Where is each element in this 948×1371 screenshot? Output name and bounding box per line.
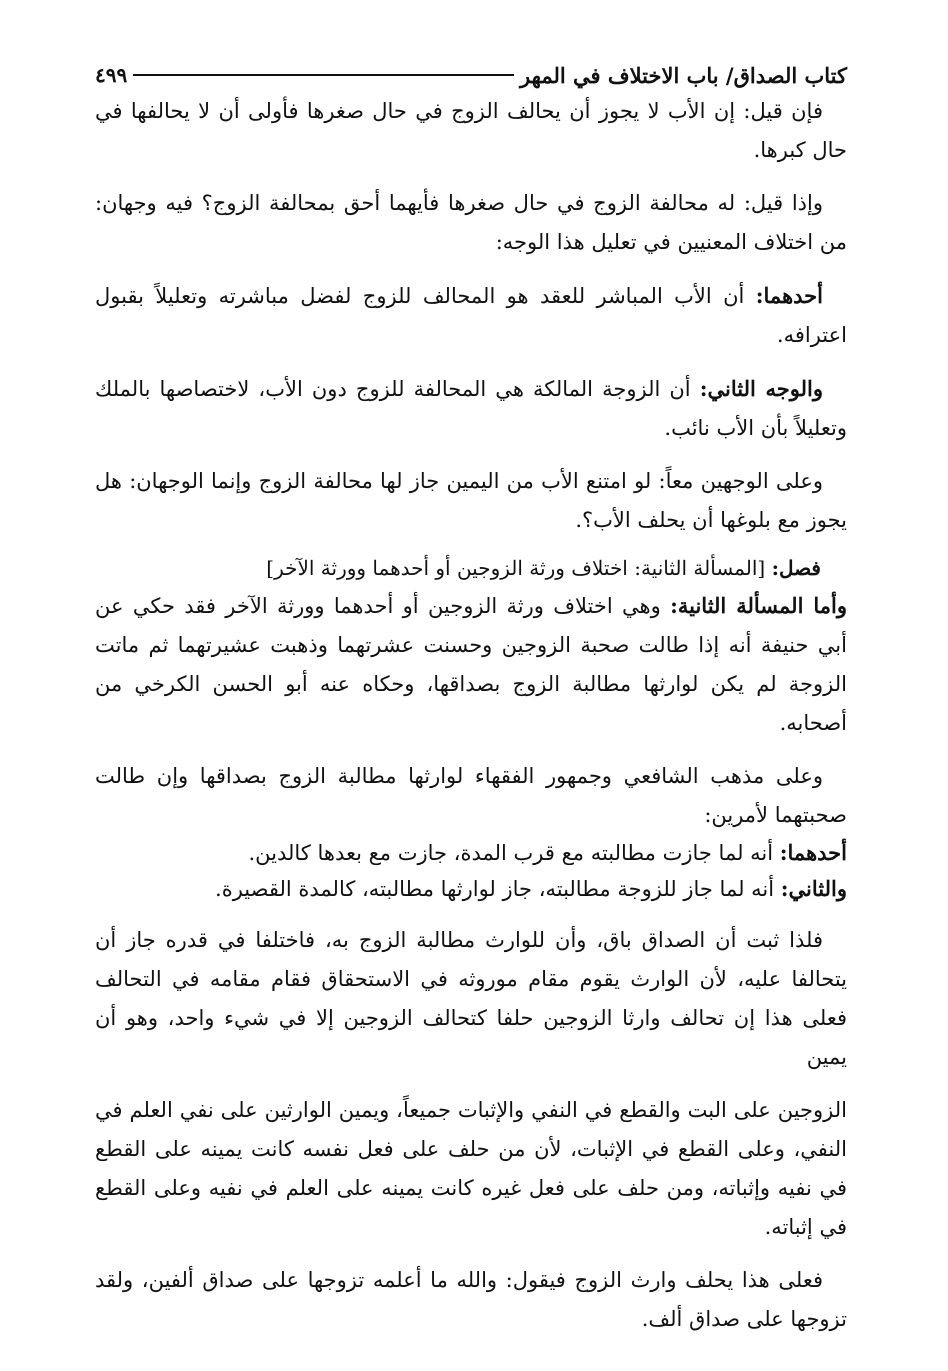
paragraph-2: وإذا قيل: له محالفة الزوج في حال صغرها فأيهما أحق بمحالفة الزوج؟ فيه وجهان: من اختلاف المعنيين في تعليل هذا الوجه: (95, 191, 847, 254)
paragraph-6 (95, 586, 847, 743)
paragraph-6-text: وهي اختلاف ورثة الزوجين أو أحدهما وورثة الآخر فقد حكي عن أبي حنيفة أنه إذا طالت صحبة الزوجين وحسنت عشرتهما وذهبت عشيرتهما ثم ماتت الزوجة لم يكن لوارثها مطالبة الزوج بصداقها، وحكاه عنه أبو الحسن الكرخي من أصحابه. (95, 594, 847, 735)
paragraph-4 (95, 369, 847, 448)
paragraph-7: وعلى مذهب الشافعي وجمهور الفقهاء لوارثها مطالبة الزوج بصداقها وإن طالت صحبتهما لأمرين: (95, 764, 847, 827)
paragraph-3 (95, 276, 847, 355)
paragraph-8: فلذا ثبت أن الصداق باق، وأن للوارث مطالبة الزوج به، فاختلفا في قدره جاز أن يتحالفا عليه، لأن الوارث يقوم مقام موروثه في الاستحقاق فقام مقامه في التحالف فعلى هذا إن تحالف وارثا الزوجين حلفا كتحالف الزوجين إلا في شيء واحد، وهو أن يمين (95, 928, 847, 1069)
document-page (95, 58, 847, 1339)
paragraph-6-lead: وأما المسألة الثانية: (670, 593, 847, 618)
page-number: ٤٩٩ (95, 63, 128, 87)
paragraph-3-lead: أحدهما: (755, 283, 823, 308)
header-rule (133, 74, 514, 76)
paragraph-4-text: أن الزوجة المالكة هي المحالفة للزوج دون الأب، لاختصاصها بالملك وتعليلاً بأن الأب نائب. (95, 377, 847, 440)
section-heading (95, 550, 847, 586)
paragraph-1: فإن قيل: إن الأب لا يجوز أن يحالف الزوج في حال صغرها فأولى أن لا يحالفها في حال كبرها. (95, 99, 847, 162)
paragraph-4-lead: والوجه الثاني: (699, 376, 824, 401)
paragraph-3-text: أن الأب المباشر للعقد هو المحالف للزوج لفضل مباشرته وتعليلاً بقبول اعترافه. (95, 284, 847, 347)
list-item-1-text: أنه لما جازت مطالبته مع قرب المدة، جازت مع بعدها كالدين. (248, 841, 780, 865)
list-item-2-lead: والثاني: (780, 876, 847, 901)
list-item-2-text: أنه لما جاز للزوجة مطالبته، جاز لوارثها مطالبته، كالمدة القصيرة. (215, 877, 781, 901)
header-title: كتاب الصداق/ باب الاختلاف في المهر (520, 62, 847, 88)
section-heading-lead: فصل: (771, 556, 821, 580)
running-header (95, 58, 847, 92)
section-heading-text: [المسألة الثانية: اختلاف ورثة الزوجين أو أحدهما وورثة الآخر] (266, 556, 772, 580)
list-item-1 (95, 835, 847, 871)
paragraph-10: فعلى هذا يحلف وارث الزوج فيقول: والله ما أعلمه تزوجها على صداق ألفين، ولقد تزوجها على صداق ألف. (95, 1268, 847, 1331)
paragraph-5: وعلى الوجهين معاً: لو امتنع الأب من اليمين جاز لها محالفة الزوج وإنما الوجهان: هل يجوز مع بلوغها أن يحلف الأب؟. (95, 469, 847, 532)
list-item-1-lead: أحدهما: (779, 840, 847, 865)
paragraph-9: الزوجين على البت والقطع في النفي والإثبات جميعاً، ويمين الوارثين على نفي العلم في النفي، وعلى القطع في الإثبات، لأن من حلف على فعل نفسه كانت يمينه على القطع في نفيه وإثباته، ومن حلف على فعل غيره كانت يمينه على العلم في نفيه وعلى القطع في إثباته. (95, 1098, 847, 1239)
list-item-2 (95, 871, 847, 907)
